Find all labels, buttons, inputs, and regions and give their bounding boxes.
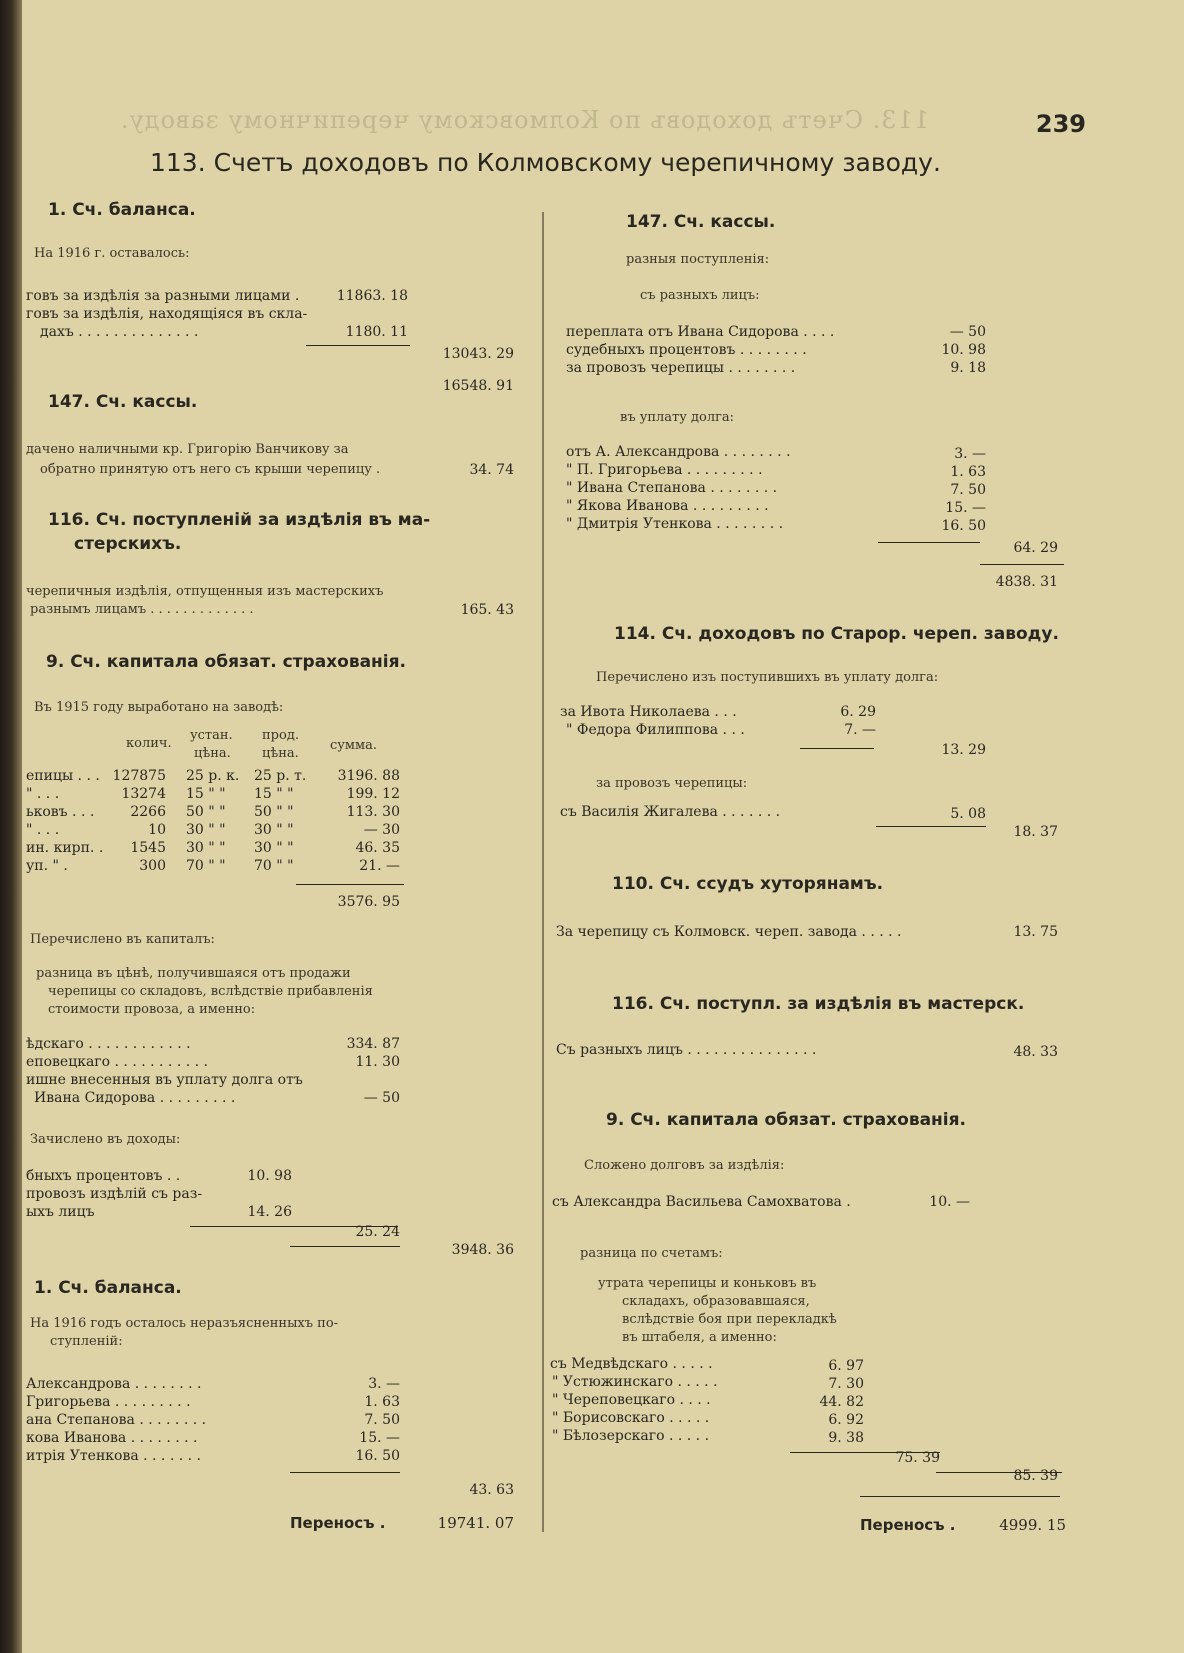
table-row-name: епицы . . . <box>26 768 100 784</box>
table-row-sale: 30 " " <box>254 840 294 856</box>
entry-label: ана Степанова . . . . . . . . <box>26 1412 207 1428</box>
entry-value: 6. 29 <box>840 704 876 720</box>
carry-forward-label: Переносъ . <box>290 1514 386 1532</box>
table-row-sale: 70 " " <box>254 858 294 874</box>
section-heading: 147. Сч. кассы. <box>48 392 198 412</box>
entry-value: 3. — <box>368 1376 400 1392</box>
section-heading: стерскихъ. <box>74 534 182 554</box>
table-row-name: уп. " . <box>26 858 68 874</box>
entry-value: 11863. 18 <box>336 288 408 304</box>
entry-label: обратно принятую отъ него съ крыши черепицу . <box>40 462 381 477</box>
entry-label: бныхъ процентовъ . . <box>26 1168 181 1184</box>
page-number: 239 <box>1035 110 1086 138</box>
entry-value: 7. — <box>844 722 876 738</box>
entry-label: вслѣдствіе боя при перекладкѣ <box>622 1312 837 1327</box>
entry-value: 1. 63 <box>364 1394 400 1410</box>
entry-value: 16. 50 <box>941 518 986 534</box>
table-row-qty: 10 <box>148 822 166 838</box>
sum-rule <box>980 564 1064 565</box>
table-row-sale: 50 " " <box>254 804 294 820</box>
entry-label: въ штабеля, а именно: <box>622 1330 777 1345</box>
section-heading: 9. Сч. капитала обязат. страхованія. <box>606 1110 966 1130</box>
entry-label: кова Иванова . . . . . . . . <box>26 1430 198 1446</box>
entry-label: еповецкаго . . . . . . . . . . . <box>26 1054 208 1070</box>
entry-label: Григорьева . . . . . . . . . <box>26 1394 191 1410</box>
entry-value: 15. — <box>359 1430 400 1446</box>
table-row-sum: 21. — <box>359 858 400 874</box>
entry-total: 43. 63 <box>469 1482 514 1498</box>
table-row-qty: 13274 <box>121 786 166 802</box>
entry-label: ступленій: <box>50 1334 123 1349</box>
entry-label: Съ разныхъ лицъ . . . . . . . . . . . . . . . <box>556 1042 817 1058</box>
entry-label: За черепицу съ Колмовск. череп. завода . . . . . <box>556 924 902 940</box>
entry-label: ишне внесенныя въ уплату долга отъ <box>26 1072 303 1088</box>
entry-label: съ Александра Васильева Самохватова . <box>552 1194 851 1210</box>
entry-value: 34. 74 <box>469 462 514 478</box>
table-row-set: 15 " " <box>186 786 226 802</box>
entry-label: " П. Григорьева . . . . . . . . . <box>566 462 763 478</box>
entry-label: " Ивана Степанова . . . . . . . . <box>566 480 778 496</box>
column-header: цѣна. <box>262 746 299 761</box>
section-heading: 147. Сч. кассы. <box>626 212 776 232</box>
entry-label: разница въ цѣнѣ, получившаяся отъ продажи <box>36 966 351 981</box>
entry-subtotal: 13. 29 <box>941 742 986 758</box>
entry-label: провозъ издѣлій съ раз- <box>26 1186 203 1202</box>
entry-total: 13043. 29 <box>442 346 514 362</box>
entry-label: " Устюжинскаго . . . . . <box>552 1374 718 1390</box>
book-binding-shadow <box>0 0 22 1653</box>
sum-rule <box>800 748 874 749</box>
carry-forward-label: Переносъ . <box>860 1516 956 1534</box>
entry-value: 6. 97 <box>828 1358 864 1374</box>
sum-rule <box>306 345 410 346</box>
section-subheading: Сложено долговъ за издѣлія: <box>584 1158 785 1173</box>
bleed-through-text: 113. Счетъ доходовъ по Колмовскому черепичному заводу. <box>120 106 930 134</box>
table-row-qty: 300 <box>139 858 166 874</box>
section-heading: 1. Сч. баланса. <box>34 1278 182 1298</box>
section-heading: 114. Сч. доходовъ по Старор. череп. заводу. <box>614 624 1059 644</box>
entry-label: складахъ, образовавшаяся, <box>622 1294 810 1309</box>
section-subheading: Зачислено въ доходы: <box>30 1132 181 1147</box>
page-title: 113. Счетъ доходовъ по Колмовскому черепичному заводу. <box>150 148 941 177</box>
entry-label: утрата черепицы и коньковъ въ <box>598 1276 817 1291</box>
table-row-sale: 25 р. т. <box>254 768 307 784</box>
entry-label: " Борисовскаго . . . . . <box>552 1410 710 1426</box>
entry-total: 18. 37 <box>1013 824 1058 840</box>
entry-label: " Дмитрія Утенкова . . . . . . . . <box>566 516 784 532</box>
entry-label: " Якова Иванова . . . . . . . . . <box>566 498 769 514</box>
section-heading: 9. Сч. капитала обязат. страхованія. <box>46 652 406 672</box>
entry-label: говъ за издѣлія за разными лицами . <box>26 288 300 304</box>
entry-label: судебныхъ процентовъ . . . . . . . . <box>566 342 807 358</box>
entry-label: за Ивота Николаева . . . <box>560 704 737 720</box>
table-row-set: 30 " " <box>186 822 226 838</box>
table-row-set: 25 р. к. <box>186 768 240 784</box>
table-row-qty: 1545 <box>130 840 166 856</box>
entry-label: " Череповецкаго . . . . <box>552 1392 711 1408</box>
section-subheading: На 1916 г. оставалось: <box>34 246 190 261</box>
entry-label: стоимости провоза, а именно: <box>48 1002 256 1017</box>
entry-total: 4838. 31 <box>995 574 1058 590</box>
entry-subtotal: 3576. 95 <box>337 894 400 910</box>
entry-label: ѣдскаго . . . . . . . . . . . . <box>26 1036 191 1052</box>
section-subheading: разныя поступленія: <box>626 252 770 267</box>
entry-label: ыхъ лицъ <box>26 1204 95 1220</box>
table-row-sum: 46. 35 <box>355 840 400 856</box>
entry-label: разнымъ лицамъ . . . . . . . . . . . . . <box>30 602 254 617</box>
section-heading: 1. Сч. баланса. <box>48 200 196 220</box>
entry-label: " Бѣлозерскаго . . . . . <box>552 1428 710 1444</box>
entry-value: 1180. 11 <box>345 324 408 340</box>
section-subheading: Перечислено изъ поступившихъ въ уплату долга: <box>596 670 939 685</box>
entry-value: — 50 <box>363 1090 400 1106</box>
entry-value: 11. 30 <box>355 1054 400 1070</box>
entry-label: говъ за издѣлія, находящіяся въ скла- <box>26 306 308 322</box>
entry-label: переплата отъ Ивана Сидорова . . . . <box>566 324 835 340</box>
entry-value: 44. 82 <box>819 1394 864 1410</box>
table-row-qty: 2266 <box>130 804 166 820</box>
table-row-sum: 3196. 88 <box>337 768 400 784</box>
table-row-set: 30 " " <box>186 840 226 856</box>
entry-value: 16. 50 <box>355 1448 400 1464</box>
entry-value: 5. 08 <box>950 806 986 822</box>
sum-rule <box>860 1496 1060 1497</box>
entry-value: 48. 33 <box>1013 1044 1058 1060</box>
entry-label: черепицы со складовъ, вслѣдствіе прибавленія <box>48 984 373 999</box>
section-subheading: въ уплату долга: <box>620 410 735 425</box>
entry-value: 10. 98 <box>247 1168 292 1184</box>
entry-label: съ Медвѣдскаго . . . . . <box>550 1356 713 1372</box>
carry-forward-value: 19741. 07 <box>437 1514 514 1532</box>
table-row-sum: 199. 12 <box>346 786 400 802</box>
sum-rule <box>876 826 986 827</box>
entry-value: 7. 30 <box>828 1376 864 1392</box>
table-row-sum: — 30 <box>363 822 400 838</box>
table-row-sale: 15 " " <box>254 786 294 802</box>
entry-total: 3948. 36 <box>451 1242 514 1258</box>
entry-value: 9. 38 <box>828 1430 864 1446</box>
entry-label: Ивана Сидорова . . . . . . . . . <box>34 1090 236 1106</box>
entry-value: 10. — <box>929 1194 970 1210</box>
sum-rule <box>290 1472 400 1473</box>
section-heading: 110. Сч. ссудъ хуторянамъ. <box>612 874 884 894</box>
column-header: колич. <box>126 736 172 751</box>
entry-total: 85. 39 <box>1013 1468 1058 1484</box>
entry-value: 3. — <box>954 446 986 462</box>
sum-rule <box>290 1246 400 1247</box>
section-heading: 116. Сч. поступленій за издѣлія въ ма- <box>48 510 431 530</box>
column-header: сумма. <box>330 738 378 753</box>
column-header: устан. <box>190 728 233 743</box>
entry-label: " Федора Филиппова . . . <box>566 722 745 738</box>
entry-value: 7. 50 <box>950 482 986 498</box>
column-divider <box>542 212 544 1532</box>
entry-value: 9. 18 <box>950 360 986 376</box>
entry-value: 14. 26 <box>247 1204 292 1220</box>
entry-value: 165. 43 <box>460 602 514 618</box>
section-subheading: Перечислено въ капиталъ: <box>30 932 215 947</box>
entry-value: 6. 92 <box>828 1412 864 1428</box>
carry-forward-value: 4999. 15 <box>999 1516 1066 1534</box>
table-row-qty: 127875 <box>112 768 166 784</box>
entry-label: дачено наличными кр. Григорію Ванчикову за <box>26 442 349 457</box>
sum-rule <box>878 542 980 543</box>
table-row-sale: 30 " " <box>254 822 294 838</box>
entry-label: черепичныя издѣлія, отпущенныя изъ мастерскихъ <box>26 584 384 599</box>
table-row-sum: 113. 30 <box>346 804 400 820</box>
section-heading: 116. Сч. поступл. за издѣлія въ мастерск. <box>612 994 1025 1014</box>
entry-subtotal: 75. 39 <box>895 1450 940 1466</box>
table-row-set: 70 " " <box>186 858 226 874</box>
entry-label: отъ А. Александрова . . . . . . . . <box>566 444 791 460</box>
column-header: цѣна. <box>194 746 231 761</box>
entry-label: Александрова . . . . . . . . <box>26 1376 202 1392</box>
entry-subtotal: 25. 24 <box>355 1224 400 1240</box>
entry-value: 15. — <box>945 500 986 516</box>
table-row-name: " . . . <box>26 786 60 802</box>
entry-label: дахъ . . . . . . . . . . . . . . <box>40 324 199 340</box>
entry-label: На 1916 годъ осталось неразъясненныхъ по- <box>30 1316 339 1331</box>
entry-value: 10. 98 <box>941 342 986 358</box>
entry-value: 334. 87 <box>346 1036 400 1052</box>
section-subheading: разница по счетамъ: <box>580 1246 723 1261</box>
table-row-name: ин. кирп. . <box>26 840 104 856</box>
entry-value: — 50 <box>949 324 986 340</box>
sum-rule <box>296 884 404 885</box>
entry-value: 13. 75 <box>1013 924 1058 940</box>
section-subheading: за провозъ черепицы: <box>596 776 748 791</box>
entry-label: съ Василія Жигалева . . . . . . . <box>560 804 781 820</box>
table-row-name: ьковъ . . . <box>26 804 95 820</box>
table-row-set: 50 " " <box>186 804 226 820</box>
section-subheading: съ разныхъ лицъ: <box>640 288 760 303</box>
entry-value: 7. 50 <box>364 1412 400 1428</box>
entry-value: 1. 63 <box>950 464 986 480</box>
section-subheading: Въ 1915 году выработано на заводѣ: <box>34 700 284 715</box>
table-row-name: " . . . <box>26 822 60 838</box>
column-header: прод. <box>262 728 299 743</box>
entry-total: 16548. 91 <box>442 378 514 394</box>
entry-label: итрія Утенкова . . . . . . . <box>26 1448 201 1464</box>
entry-subtotal: 64. 29 <box>1013 540 1058 556</box>
entry-label: за провозъ черепицы . . . . . . . . <box>566 360 796 376</box>
